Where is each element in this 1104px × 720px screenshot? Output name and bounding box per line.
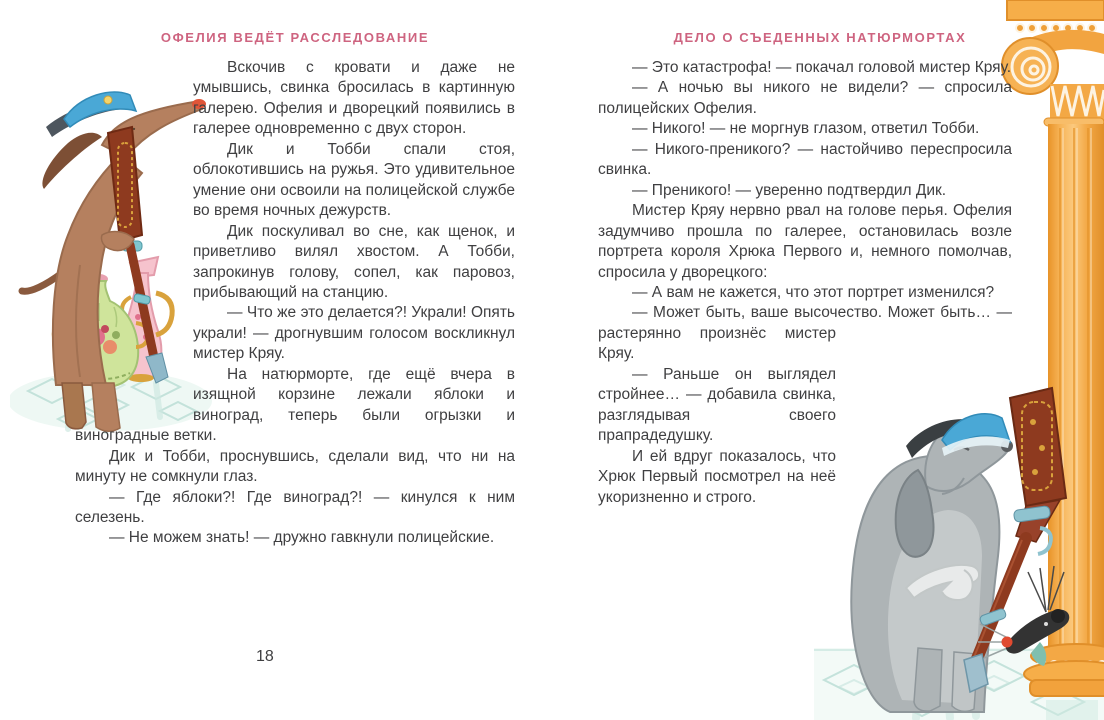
ionic-column	[1002, 0, 1104, 696]
paragraph: — Может быть, ваше высочество. Может быть… — растерянно произнёс мистер Кряу.	[598, 304, 1012, 363]
right-paragraphs-top	[598, 58, 1012, 303]
paragraph: — Преникого! — уверенно подтвердил Дик.	[632, 181, 947, 199]
right-illustration-spacer	[836, 303, 1012, 571]
right-running-head: ДЕЛО О СЪЕДЕННЫХ НАТЮРМОРТАХ	[673, 30, 967, 45]
paragraph: — Не можем знать! — дружно гавкнули полицейские.	[109, 529, 495, 547]
left-running-head: ОФЕЛИЯ ВЕДЁТ РАССЛЕДОВАНИЕ	[160, 30, 430, 45]
paragraph: Дик и Тобби спали стоя, облокотившись на ружья. Это удивительное умение они освоили на полицейской службе во время ночных дежурств.	[193, 140, 515, 220]
page-number: 18	[256, 648, 274, 665]
paragraph: Дик поскуливал во сне, как щенок, и приветливо вилял хвостом. А Тобби, запрокинув голову, сопел, как паровоз, прибывающий на станцию.	[193, 222, 515, 301]
paragraph: Дик и Тобби, проснувшись, сделали вид, что ни на минуту не сомкнули глаз.	[75, 447, 515, 486]
dog-leg	[914, 648, 942, 711]
paragraph: — Это катастрофа! — покачал головой мистер Кряу.	[632, 59, 1012, 76]
left-illustration-spacer	[75, 58, 193, 420]
paragraph: Мистер Кряу нервно рвал на голове перья. Офелия задумчиво прошла по галерее, остановилась возле портрета короля Хрюка Первого и, немного помолчав, спросила у дворецкого:	[598, 202, 1012, 281]
paragraph: Вскочив с кровати и даже не умывшись, свинка бросилась в картинную галерею. Офелия и дворецкий появились в галерее одновременно с двух сторон.	[193, 59, 515, 138]
paragraph: — Никого! — не моргнув глазом, ответил Тобби.	[632, 120, 980, 138]
left-text-block	[75, 58, 515, 549]
paragraph: — А ночью вы никого не видели? — спросила полицейских Офелия.	[598, 79, 1012, 117]
paragraph: На натюрморте, где ещё вчера в изящной корзине лежали яблоки и виноград, теперь были огрызки и виноградные ветки.	[75, 365, 515, 445]
paragraph: — Где яблоки?! Где виноград?! — кинулся к ним селезень.	[75, 488, 515, 526]
paragraph: — Что же это делается?! Украли! Опять украли! — дрогнувшим голосом воскликнул мистер Кряу.	[193, 304, 515, 363]
paragraph: И ей вдруг показалось, что Хрюк Первый посмотрел на неё укоризненно и строго.	[598, 447, 836, 506]
paragraph: — Раньше он выглядел стройнее… — добавила свинка, разглядывая своего прапрадедушку.	[598, 365, 836, 445]
paragraph: — Никого-преникого? — настойчиво переспросила свинка.	[598, 140, 1012, 179]
right-page	[598, 30, 1012, 571]
right-text-block	[598, 58, 1012, 508]
left-page	[75, 30, 515, 549]
paragraph: — А вам не кажется, что этот портрет изменился?	[632, 283, 995, 301]
